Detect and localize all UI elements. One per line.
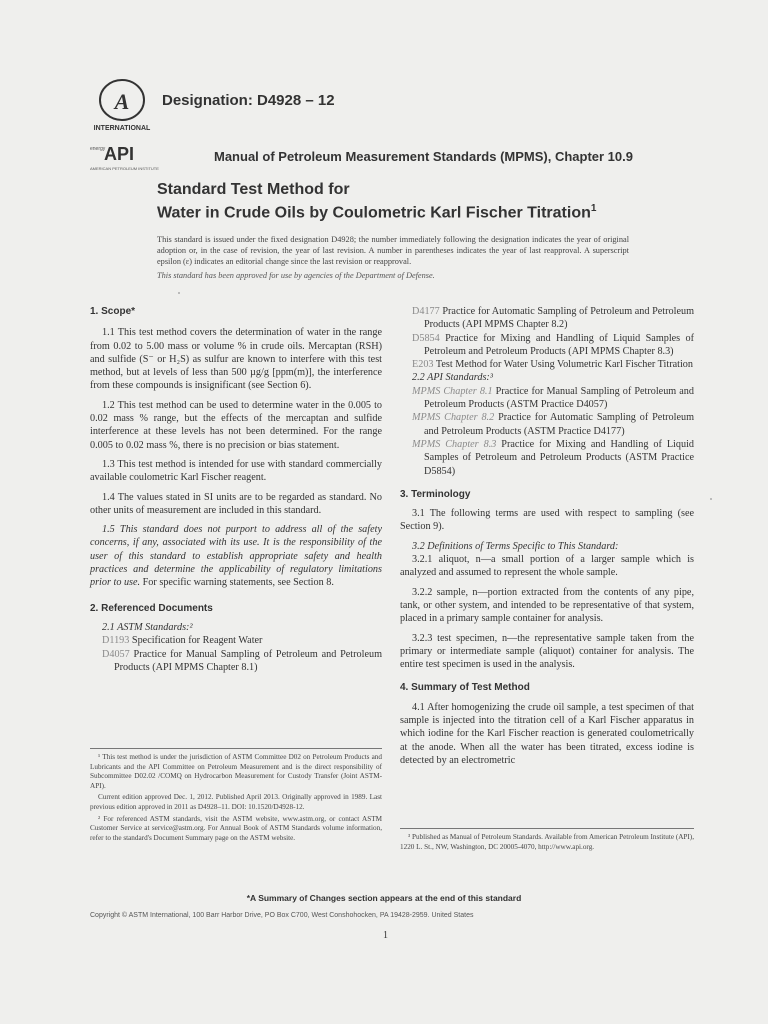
ref-d4057[interactable]: D4057 Practice for Manual Sampling of Petroleum and Petroleum Products (API MPMS Chapter 8.1)	[102, 648, 382, 673]
section-refdocs-heading: 2. Referenced Documents	[90, 602, 213, 614]
api-logo	[90, 140, 162, 172]
ref-d1193[interactable]: D1193 Specification for Reagent Water	[102, 635, 263, 647]
para-3-2: 3.2 Definitions of Terms Specific to This Standard:	[412, 540, 619, 552]
ref-d5854[interactable]: D5854 Practice for Mixing and Handling of Liquid Samples of Petroleum and Petroleum Products (API MPMS Chapter 8.3)	[412, 332, 694, 357]
section-summary-heading: 4. Summary of Test Method	[400, 682, 530, 694]
para-4-1: 4.1 After homogenizing the crude oil sample, a test specimen of that sample is injected into the titration cell of a Karl Fischer apparatus in which iodine for the Karl Fischer reaction is generated coulometrically at the anode. When all the water has been titrated, excess iodine is detected by an electrometric	[400, 701, 694, 766]
issuance-notice: This standard is issued under the fixed designation D4928; the number immediately following the designation indicates the year of original adoption or, in the case of revision, the year of last revision. A number in parentheses indicates the year of last reapproval. A superscript epsilon (ε) indicates an editorial change since the last revision or reapproval.	[157, 235, 629, 266]
para-1-1: 1.1 This test method covers the determination of water in the range from 0.02 to 5.00 mass or volume % in crude oils. Mercaptan (RSH) and sulfide (S⁻ or H₂S) as sulfur are known to interfere with this test method, but at levels of less than 500 µg/g [ppm(m)], the interference from these compounds is insignificant (see Section 6).	[90, 327, 382, 392]
dod-notice: This standard has been approved for use by agencies of the Department of Defense.	[157, 271, 435, 280]
para-2-2: 2.2 API Standards:³	[412, 372, 493, 384]
para-1-5: 1.5 This standard does not purport to address all of the safety concerns, if any, associated with its use. It is the responsibility of the user of this standard to establish appropriate safety and health practices and determine the applicability of regulatory limitations prior to use. For specific warning statements, see Section 8.	[90, 524, 382, 589]
para-3-1: 3.1 The following terms are used with respect to sampling (see Section 9).	[400, 508, 694, 533]
scan-speck	[178, 292, 180, 294]
astm-logo	[92, 78, 154, 132]
ref-d4177[interactable]: D4177 Practice for Automatic Sampling of Petroleum and Petroleum Products (API MPMS Chapter 8.2)	[412, 306, 694, 331]
section-terminology-heading: 3. Terminology	[400, 488, 471, 500]
summary-of-changes-note: *A Summary of Changes section appears at the end of this standard	[246, 893, 522, 903]
para-3-2-2: 3.2.2 sample, n—portion extracted from the contents of any pipe, tank, or other system, and intended to be representative of that system, placed in a primary sample container for analysis.	[400, 586, 694, 625]
para-1-3: 1.3 This test method is intended for use with standard commercially available coulometric Karl Fischer reagent.	[90, 458, 382, 484]
scan-speck	[710, 498, 712, 500]
para-3-2-1: 3.2.1 aliquot, n—a small portion of a larger sample which is analyzed and assumed to represent the whole sample.	[400, 554, 694, 579]
footnote-3: ³ Published as Manual of Petroleum Standards. Available from American Petroleum Institute (API), 1220 L. St., NW, Washington, DC 20005-4070, http://www.api.org.	[400, 833, 694, 851]
footnote-2: ² For referenced ASTM standards, visit the ASTM website, www.astm.org, or contact ASTM Customer Service at service@astm.org. For Annual Book of ASTM Standards volume information, refer to the standard's Document Summary page on the ASTM website.	[90, 814, 382, 842]
para-2-1: 2.1 ASTM Standards:²	[102, 621, 193, 633]
para-3-2-3: 3.2.3 test specimen, n—the representative sample taken from the primary or intermediate sample (aliquot) container for analysis. The entire test specimen is used in the analysis.	[400, 632, 694, 671]
mpms-chapter: Manual of Petroleum Measurement Standards (MPMS), Chapter 10.9	[214, 149, 633, 164]
svg-text:AMERICAN PETROLEUM INSTITUTE: AMERICAN PETROLEUM INSTITUTE	[90, 166, 159, 171]
designation: Designation: D4928 – 12	[162, 92, 335, 109]
copyright-line: Copyright © ASTM International, 100 Barr Harbor Drive, PO Box C700, West Conshohocken, PA 19428-2959. United States	[90, 912, 474, 919]
footnote-1b: Current edition approved Dec. 1, 2012. Published April 2013. Originally approved in 1989. Last previous edition approved in 2011 as D4928–11. DOI: 10.1520/D4928-12.	[90, 793, 382, 811]
astm-international-text: INTERNATIONAL	[93, 125, 151, 132]
ref-mpms-8-3[interactable]: MPMS Chapter 8.3 Practice for Mixing and Handling of Liquid Samples of Petroleum and Petroleum Products (ASTM Practice D5854)	[412, 438, 695, 477]
ref-mpms-8-2[interactable]: MPMS Chapter 8.2 Practice for Automatic Sampling of Petroleum and Petroleum Products (ASTM Practice D4177)	[412, 412, 695, 437]
svg-text:energy: energy	[90, 146, 106, 152]
para-1-2: 1.2 This test method can be used to determine water in the 0.005 to 0.02 mass % range, but the effects of the mercaptan and sulfide interference at these levels has not been determined. For the range 0.005 to 0.02 mass %, there is no precision or bias statement.	[90, 399, 382, 451]
section-scope-heading: 1. Scope*	[90, 306, 136, 317]
left-column	[90, 305, 382, 674]
title-line-2: Water in Crude Oils by Coulometric Karl Fischer Titration$^1$	[157, 203, 597, 222]
para-1-4: 1.4 The values stated in SI units are to be regarded as standard. No other units of measurement are included in this standard.	[90, 491, 382, 516]
page-number: 1	[383, 930, 388, 941]
ref-e203[interactable]: E203 Test Method for Water Using Volumetric Karl Fischer Titration	[412, 359, 693, 371]
footnote-1: ¹ This test method is under the jurisdiction of ASTM Committee D02 on Petroleum Products and Lubricants and the API Committee on Petroleum Measurement and is the direct responsibility of Subcommittee D02.02 /COMQ on Hydrocarbon Measurement for Custody Transfer (Joint ASTM-API).	[90, 753, 382, 790]
right-column	[400, 305, 694, 767]
svg-text:API: API	[104, 144, 135, 164]
svg-text:A: A	[114, 89, 130, 114]
footnotes-right	[400, 828, 694, 854]
ref-mpms-8-1[interactable]: MPMS Chapter 8.1 Practice for Manual Sampling of Petroleum and Petroleum Products (ASTM Practice D4057)	[412, 385, 694, 411]
title-line-1: Standard Test Method for	[157, 181, 350, 198]
footnotes-left	[90, 748, 382, 845]
